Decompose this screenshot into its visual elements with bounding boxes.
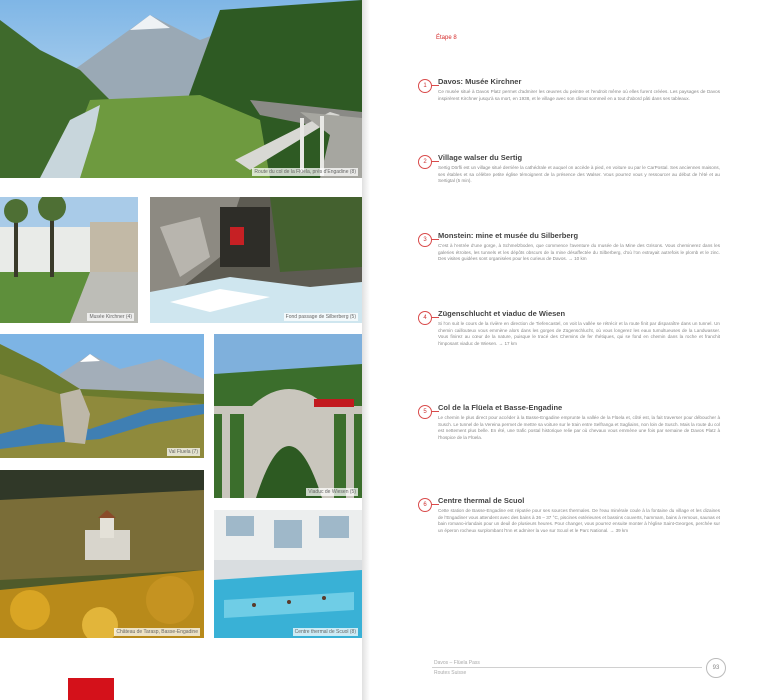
stop-description: Sertig Dörfli est un village situé derrière la cathédrale et auquel on accède à pied, en voiture ou par le CarPostal. Ses anciennes maisons, ses étables et sa célèbre petite église témoignent de la présence des Walser. Vous pourrez vous y ressourcer au début de l'été et au Sertigtal (5 min). [438,165,720,184]
stop-number-marker: 6 [418,498,432,512]
photo-scuol-thermal [214,510,362,638]
page-number: 93 [706,658,726,678]
text-page [372,0,768,700]
stop-title: Monstein: mine et musée du Silberberg [438,231,579,240]
stop-description: C'est à l'entrée d'une gorge, à Schmelzboden, que commence l'aventure du musée de la Mine des Grisons. Vous cheminerez dans les galeries étroites, les tunnels et les dépôts obscurs de la mine désaffectée du Silberberg, d'où l'on extrayait autrefois le plomb et le zinc. Des visites guidées sont organisées pour les curieux de Davos. → 10 km [438,243,720,262]
photo-caption: Château de Tarasp, Basse-Engadine [116,629,198,635]
footer-section-title: Davos – Flüela Pass [434,660,480,666]
footer-divider [432,667,702,668]
silberberg-illustration [150,197,362,323]
page-gutter-shadow [362,0,370,700]
photo-caption: Viaduc de Wiesen (5) [308,489,356,495]
photo-tarasp-castle [0,470,204,638]
stop-item [418,403,718,493]
photo-caption: Musée Kirchner (4) [89,314,132,320]
photo-caption: Route du col de la Flüela, près d'Engadine (8) [254,169,356,175]
stop-title: Village walser du Sertig [438,153,523,162]
stop-description: Ce musée situé à Davos Platz permet d'admirer les œuvres du peintre et l'endroit même où elles furent créées. Les paysages de Davos inspirèrent Kirchner jusqu'à sa mort, en 1938, et le village avec son climat sommeil en a tout d'abord pâti dans ses tableaux. [438,89,720,101]
photo-page [0,0,366,700]
valley-stream-illustration [0,334,204,458]
mountain-road-illustration [0,0,362,178]
footer-book-title: Routes Suisse [434,670,467,676]
stop-item [418,77,718,147]
stop-number-marker: 5 [418,405,432,419]
stop-item [418,231,718,301]
tarasp-castle-illustration [0,470,204,638]
stop-number-marker: 1 [418,79,432,93]
stop-title: Col de la Flüela et Basse-Engadine [438,403,563,412]
photo-valley-stream [0,334,204,458]
stop-item [418,309,718,399]
stop-description: Si l'on suit le cours de la rivière en direction de Tiefencastel, on voit la vallée se rétrécir et la route finit par disparaître dans un tunnel. Un chemin caillouteux vous emmène alors dans les gorges de Zügenschlucht, où vous longerez les eaux tumultueuses de la Landwasser. Vous finirez au cœur de la nature, puisque le tracé des Chemins de fer rhétiques, qui se fond en chemin dans la roche et franchit l'imposant viaduc de Wiesen. → 17 km [438,321,720,346]
stop-number-marker: 4 [418,311,432,325]
stop-title: Centre thermal de Scuol [438,496,525,505]
stop-item [418,153,718,223]
wiesen-viaduct-illustration [214,334,362,498]
photo-wiesen-viaduct [214,334,362,498]
chapter-tab [68,678,114,700]
photo-caption: Centre thermal de Scuol (8) [294,629,356,635]
stop-number-marker: 3 [418,233,432,247]
photo-kirchner-museum [0,197,138,323]
stop-title: Zügenschlucht et viaduc de Wiesen [438,309,566,318]
stop-number-marker: 2 [418,155,432,169]
photo-caption: Val Fluela (7) [168,449,198,455]
photo-silberberg [150,197,362,323]
photo-mountain-road [0,0,362,178]
stop-item [418,496,718,596]
stop-title: Davos: Musée Kirchner [438,77,522,86]
kirchner-museum-illustration [0,197,138,323]
photo-caption: Fond passage de Silberberg (5) [285,314,356,320]
stage-label: Étape 8 [436,35,457,41]
stop-description: Le chemin le plus direct pour accéder à la Basse-Engadine emprunte la vallée de la Flüela et, côté est, la fait traverser pour déboucher à Susch. Le tunnel de la Vereina permet de mettre sa voiture sur le train entre Selfranga et Sagliains, non loin de Susch. Mais la route du col est nettement plus belle. En été, une trafic postal historique relie par où chevaux vous emmène une fois par semaine de Davos Platz à l'hospice de la Flüela. [438,415,720,440]
scuol-thermal-illustration [214,510,362,638]
stop-description: Cette station de Basse-Engadine est réputée pour ses sources thermales. De l'eau minérale coule à la fontaine du village et les dizaines de l'Engadiner vous attendent avec des bains à 36 – 37 °C, piscines extérieures et bassins couverts, hammam, bains à remous, saunas et bain romano-irlandais pour un deuil de plusieurs heures. Pour changer, vous pourrez ensuite monter à l'église Saint-Georges, perchée sur un éperon rocheux surplombant l'Inn et admirer la vue sur Scuol et le Parc National. → 39 km [438,508,720,533]
